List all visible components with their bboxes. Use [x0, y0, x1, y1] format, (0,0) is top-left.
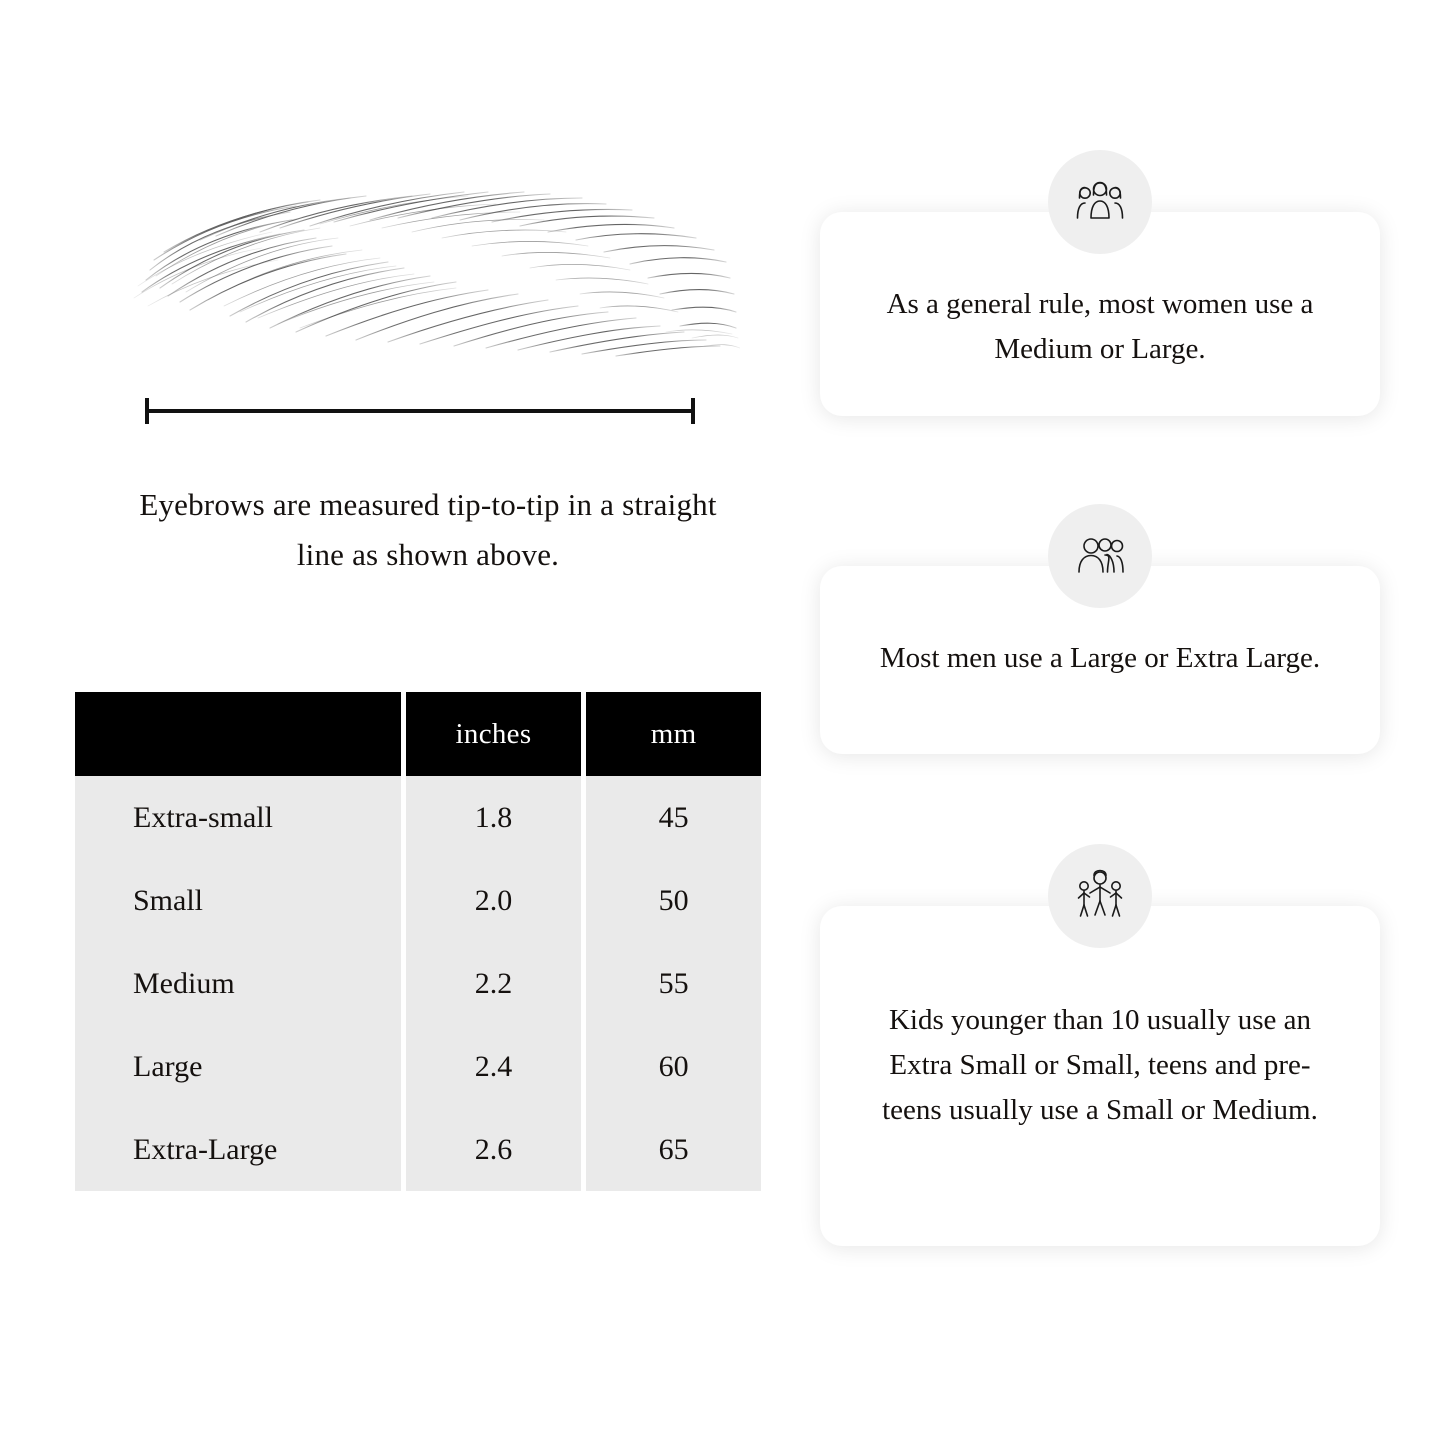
size-inches: 1.8	[406, 776, 581, 859]
size-name: Extra-Large	[75, 1108, 401, 1191]
size-mm: 45	[586, 776, 761, 859]
table-header-inches: inches	[406, 692, 581, 776]
table-header-size	[75, 692, 401, 776]
size-name: Extra-small	[75, 776, 401, 859]
size-inches: 2.4	[406, 1025, 581, 1108]
measurement-caption: Eyebrows are measured tip-to-tip in a straight line as shown above.	[139, 487, 717, 572]
size-inches: 2.0	[406, 859, 581, 942]
table-row	[75, 1108, 761, 1191]
measurement-bar	[145, 390, 695, 430]
card-kids-text: Kids younger than 10 usually use an Extra Small or Small, teens and pre-teens usually use a Small or Medium.	[882, 1003, 1318, 1126]
women-group-icon	[1048, 150, 1152, 254]
size-table	[70, 692, 766, 1191]
size-mm: 55	[586, 942, 761, 1025]
size-mm: 50	[586, 859, 761, 942]
size-inches: 2.6	[406, 1108, 581, 1191]
table-header-row	[75, 692, 761, 776]
card-men	[820, 566, 1380, 754]
table-row	[75, 942, 761, 1025]
measurement-bar-line	[145, 409, 695, 413]
recommendation-cards	[820, 150, 1380, 1246]
card-kids	[820, 906, 1380, 1246]
table-row	[75, 1025, 761, 1108]
card-women	[820, 212, 1380, 416]
measurement-bar-cap-right	[691, 398, 695, 424]
size-name: Large	[75, 1025, 401, 1108]
card-men-text: Most men use a Large or Extra Large.	[879, 641, 1321, 674]
size-inches: 2.2	[406, 942, 581, 1025]
measurement-bar-cap-left	[145, 398, 149, 424]
table-row	[75, 776, 761, 859]
size-mm: 65	[586, 1108, 761, 1191]
size-mm: 60	[586, 1025, 761, 1108]
eyebrow-illustration	[120, 160, 740, 390]
table-header-mm: mm	[586, 692, 761, 776]
size-name: Medium	[75, 942, 401, 1025]
card-women-text: As a general rule, most women use a Medium or Large.	[886, 288, 1314, 365]
size-name: Small	[75, 859, 401, 942]
kids-group-icon	[1048, 844, 1152, 948]
table-row	[75, 859, 761, 942]
men-group-icon	[1048, 504, 1152, 608]
measurement-section	[70, 160, 770, 579]
